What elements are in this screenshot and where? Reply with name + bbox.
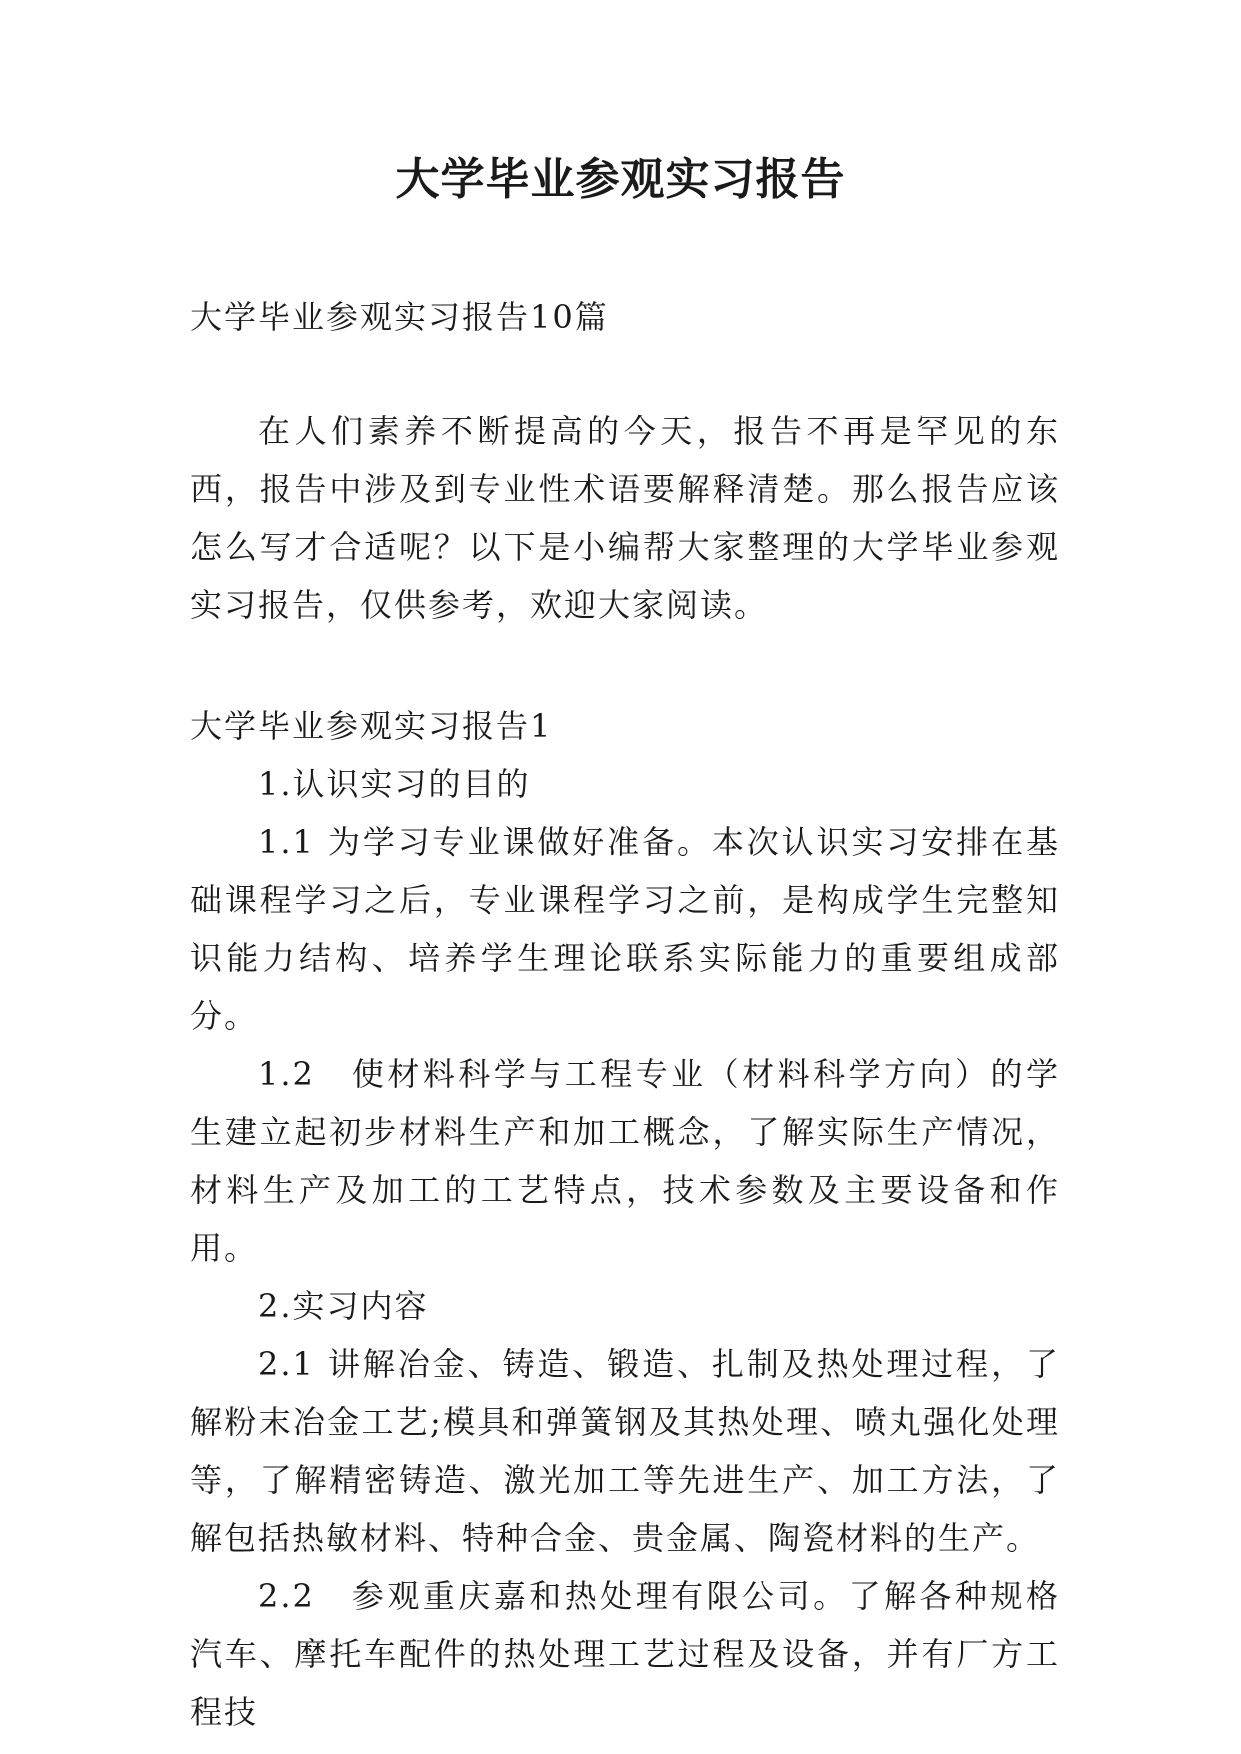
heading-content: 2.实习内容	[258, 1287, 429, 1325]
paragraph-1-2: 1.2 使材料科学与工程专业（材料科学方向）的学生建立起初步材料生产和加工概念，了解实际生产情况，材料生产及加工的工艺特点，技术参数及主要设备和作用。	[190, 1055, 1060, 1267]
heading-purpose: 1.认识实习的目的	[258, 765, 531, 803]
section-heading: 大学毕业参观实习报告1	[190, 707, 553, 745]
section-body	[190, 755, 1060, 1741]
intro-paragraph: 在人们素养不断提高的今天，报告不再是罕见的东西，报告中涉及到专业性术语要解释清楚。那么报告应该怎么写才合适呢？以下是小编帮大家整理的大学毕业参观实习报告，仅供参考，欢迎大家阅读。	[190, 412, 1060, 624]
paragraph-2-2: 2.2 参观重庆嘉和热处理有限公司。了解各种规格汽车、摩托车配件的热处理工艺过程及设备，并有厂方工程技	[190, 1577, 1060, 1731]
intro-block	[190, 402, 1060, 634]
document-subtitle: 大学毕业参观实习报告10篇	[190, 298, 609, 336]
document-title: 大学毕业参观实习报告	[395, 154, 846, 205]
paragraph-1-1: 1.1 为学习专业课做好准备。本次认识实习安排在基础课程学习之后，专业课程学习之前，是构成学生完整知识能力结构、培养学生理论联系实际能力的重要组成部分。	[190, 823, 1060, 1035]
paragraph-2-1: 2.1 讲解冶金、铸造、锻造、扎制及热处理过程，了解粉末冶金工艺;模具和弹簧钢及其热处理、喷丸强化处理等，了解精密铸造、激光加工等先进生产、加工方法，了解包括热敏材料、特种合金、贵金属、陶瓷材料的生产。	[190, 1345, 1060, 1557]
